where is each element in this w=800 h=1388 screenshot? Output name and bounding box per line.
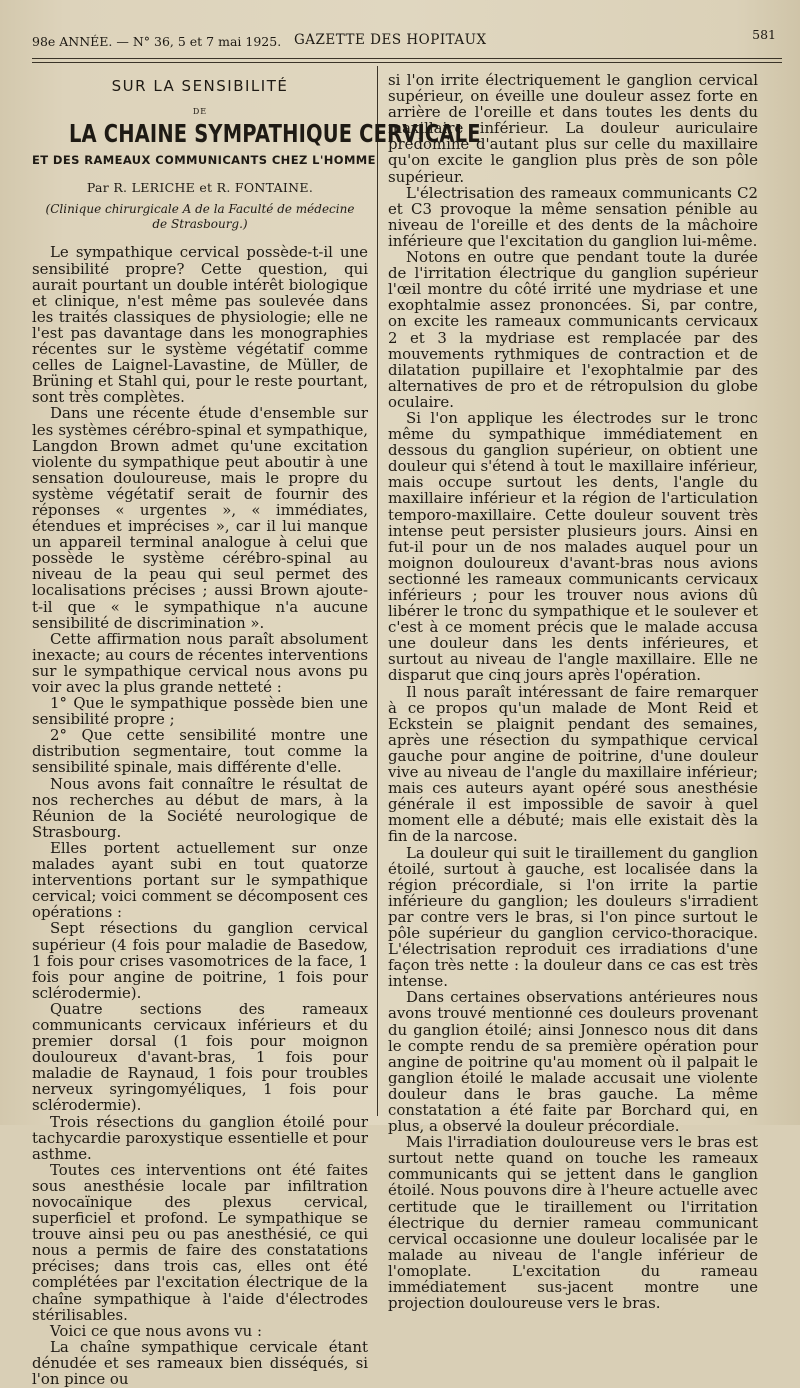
paragraph: Dans certaines observations antérieures nous avons trouvé mentionné ces douleurs provenant du ganglion étoilé; ainsi Jonnesco nous dit dans le compte rendu de sa première opération pour angine de poitrine qu'au moment où il palpait le ganglion étoilé le malade accusait une violente douleur dans le bras gauche. La même constatation a été faite par Borchard qui, en plus, a observé la douleur précordiale. xyxy=(388,988,758,1136)
paragraph: Notons en outre que pendant toute la durée de l'irritation électrique du ganglion supérieur l'œil montre du côté irrité une mydriase et une exophtalmie assez prononcées. Si, par contre, on excite les rameaux communicants cervicaux 2 et 3 la mydriase est remplacée par des mouvements rythmiques de contraction et de dilatation pupillaire et l'exophtalmie par des alternatives de pro et de rétropulsion du globe oculaire. xyxy=(388,248,758,411)
subtitle: ET DES RAMEAUX COMMUNICANTS CHEZ L'HOMME xyxy=(32,153,376,168)
authors: Par R. LERICHE et R. FONTAINE. xyxy=(86,180,314,196)
right-column xyxy=(388,72,758,1311)
paragraph: Mais l'irradiation douloureuse vers le bras est surtout nette quand on touche les rameaux communicants qui se jettent dans le ganglion étoilé. Nous pouvons dire à l'heure actuelle avec certitude que le tiraillement ou l'irritation électrique du dernier rameau communicant cervical occasionne une douleur localisée par le malade au niveau de l'angle inférieur de l'omoplate. L'excitation du rameau immédiatement sus-jacent montre une projection douloureuse vers le bras. xyxy=(388,1133,758,1313)
paragraph: Voici ce que nous avons vu : xyxy=(50,1321,262,1340)
title-line-2: DE xyxy=(192,107,208,117)
title-line-1: SUR LA SENSIBILITÉ xyxy=(111,77,289,95)
affiliation: (Clinique chirurgicale A de la Faculté de médecine de Strasbourg.) xyxy=(45,202,355,232)
paragraph: Sept résections du ganglion cervical supérieur (4 fois pour maladie de Basedow, 1 fois pour crises vasomotrices de la face, 1 fois pour angine de poitrine, 1 fois pour sclérodermie). xyxy=(32,919,368,1002)
article-heading xyxy=(32,77,481,232)
paragraph: Quatre sections des rameaux communicants cervicaux inférieurs et du premier dorsal (1 fois pour moignon douloureux d'avant-bras, 1 fois pour maladie de Raynaud, 1 fois pour troubles nerveux syringomyéliques, 1 fois pour sclérodermie). xyxy=(32,999,368,1115)
paragraph: Nous avons fait connaître le résultat de nos recherches au début de mars, à la Réunion de la Société neurologique de Strasbourg. xyxy=(32,774,368,841)
paragraph: Il nous paraît intéressant de faire remarquer à ce propos qu'un malade de Mont Reid et Eckstein se plaignit pendant des semaines, après une résection du sympathique cervical gauche pour angine de poitrine, d'une douleur vive au niveau de l'angle du maxillaire inférieur; mais ces auteurs ayant opéré sous anesthésie générale il est impossible de savoir à quel moment elle a débuté; mais elle existait dès la fin de la narcose. xyxy=(388,682,758,846)
paragraph: La douleur qui suit le tiraillement du ganglion étoilé, surtout à gauche, est localisée dans la région précordiale, si l'on irrite la partie inférieure du ganglion; les douleurs s'irradient par contre vers le bras, si l'on pince surtout le pôle supérieur du ganglion cervico-thoracique. L'électrisation reproduit ces irradiations d'une façon très nette : la douleur dans ce cas est très intense. xyxy=(388,843,758,991)
paragraph: 1° Que le sympathique possède bien une sensibilité propre ; xyxy=(32,694,368,729)
paragraph: Si l'on applique les électrodes sur le tronc même du sympathique immédiatement en dessous du ganglion supérieur, on obtient une douleur qui s'étend à tout le maxillaire inférieur, mais occupe surtout les dents, l'angle du maxillaire inférieur et la région de l'articulation temporo-maxillaire. Cette douleur souvent très intense peut persister plusieurs jours. Ainsi en fut-il pour un de nos malades auquel pour un moignon douloureux d'avant-bras nous avions sectionné les rameaux communicants cervicaux inférieurs ; pour les trouver nous avions dû libérer le tronc du sympathique et le soulever et c'est à ce moment précis que le malade accusa une douleur dans les dents inférieures, et surtout au niveau de l'angle maxillaire. Elle ne disparut que cinq jours après l'opération. xyxy=(388,408,758,685)
left-column xyxy=(32,72,481,1388)
column-divider xyxy=(377,66,378,1116)
paragraph: Dans une récente étude d'ensemble sur les systèmes cérébro-spinal et sympathique, Langdon Brown admet qu'une excitation violente du sympathique peut aboutir à une sensation douloureuse, mais le propre du système végétatif serait de fournir des réponses « urgentes », « immédiates, étendues et imprécises », car il lui manque un appareil terminal analogue à celui que possède le système cérébro-spinal au niveau de la peau qui seul permet des localisations précises ; aussi Brown ajoute-t-il que « le sympathique n'a aucune sensibilité de discrimination ». xyxy=(32,404,368,632)
paragraph: Cette affirmation nous paraît absolument inexacte; au cours de récentes interventions sur le sympathique cervical nous avons pu voir avec la plus grande netteté : xyxy=(32,629,368,696)
running-head xyxy=(32,27,780,54)
page-number: 581 xyxy=(752,27,776,42)
journal-title: GAZETTE DES HOPITAUX xyxy=(294,32,487,48)
paragraph: L'électrisation des rameaux communicants C2 et C3 provoque la même sensation pénible au niveau de l'oreille et des dents de la mâchoire inférieure que l'excitation du ganglion lui-même. xyxy=(388,183,758,250)
main-title: LA CHAINE SYMPATHIQUE CERVICALE xyxy=(68,119,481,149)
paragraph: Le sympathique cervical possède-t-il une sensibilité propre? Cette question, qui aurait pourtant un double intérêt biologique et clinique, n'est même pas soulevée dans les traités classiques de physiologie; elle ne l'est pas davantage dans les monographies récentes sur le système végétatif comme celles de Laignel-Lavastine, de Müller, de Brüning et Stahl qui, pour le reste pourtant, sont très complètes. xyxy=(32,243,368,407)
issue-info: 98e ANNÉE. — N° 36, 5 et 7 mai 1925. xyxy=(32,34,282,49)
paragraph: La chaîne sympathique cervicale étant dénudée et ses rameaux bien disséqués, si l'on pince ou xyxy=(32,1337,368,1388)
paragraph: Elles portent actuellement sur onze malades ayant subi en tout quatorze interventions portant sur le sympathique cervical; voici comment se décomposent ces opérations : xyxy=(32,838,368,922)
header-rule xyxy=(32,58,782,59)
paragraph: si l'on irrite électriquement le ganglion cervical supérieur, on éveille une douleur assez forte en arrière de l'oreille et dans toutes les dents du maxillaire inférieur. La douleur auriculaire prédomine d'autant plus sur celle du maxillaire qu'on excite le ganglion plus près de son pôle supérieur. xyxy=(388,71,758,186)
paragraph: Trois résections du ganglion étoilé pour tachycardie paroxystique essentielle et pour asthme. xyxy=(32,1112,368,1163)
header-rule-double xyxy=(32,62,782,63)
paragraph: Toutes ces interventions ont été faites sous anesthésie locale par infiltration novocaïnique des plexus cervical, superficiel et profond. Le sympathique se trouve ainsi peu ou pas anesthésié, ce qui nous a permis de faire des constatations précises; dans trois cas, elles ont été complétées par l'excitation électrique de la chaîne sympathique à l'aide d'électrodes stérilisables. xyxy=(32,1160,368,1324)
paragraph: 2° Que cette sensibilité montre une distribution segmentaire, tout comme la sensibilité spinale, mais différente d'elle. xyxy=(32,726,368,777)
